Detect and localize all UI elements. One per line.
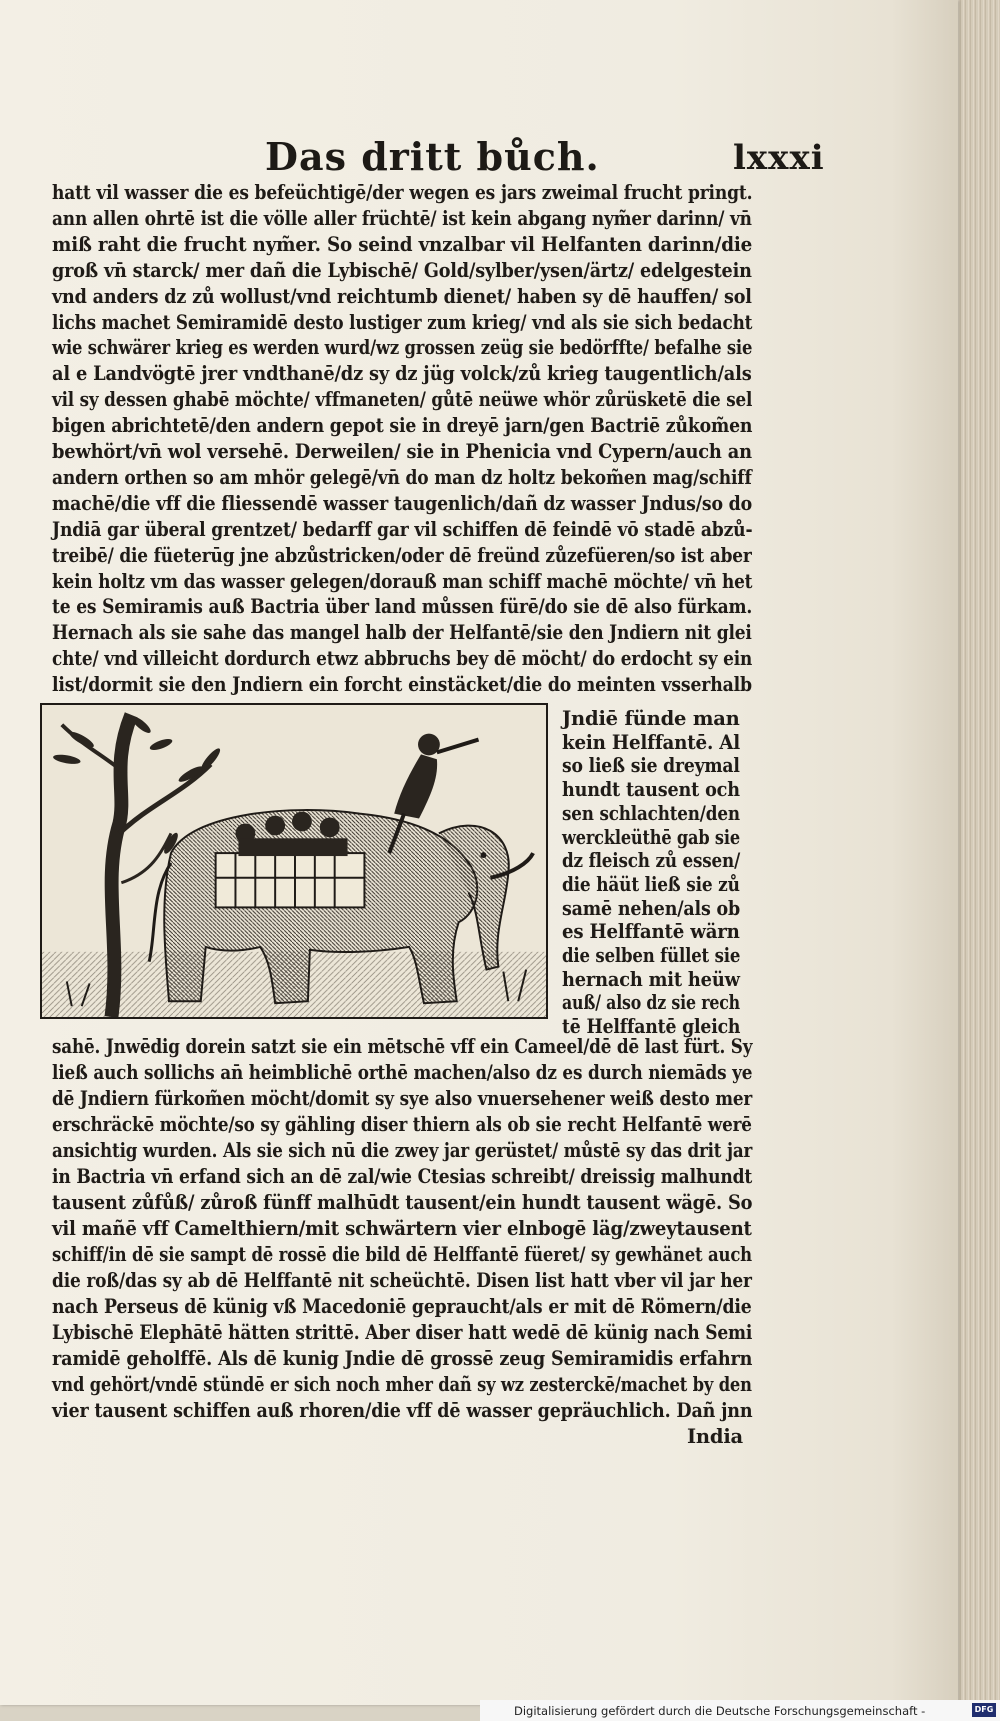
text-line: Hernach als sie sahe das mangel halb der Helfantē/sie den Jndiern nit glei [52, 621, 752, 645]
dfg-logo-icon: DFG [972, 1703, 996, 1717]
text-line: in Bactria vn̄ erfand sich an dē zal/wie Ctesias schreibt/ dreissig malhundt [52, 1165, 753, 1188]
text-line: dē Jndiern fürkom̃en möcht/domit sy sye also vnuersehener weiß desto mer [52, 1087, 753, 1110]
text-line: lichs machet Semiramidē desto lustiger zum krieg/ vnd als sie sich bedacht [52, 310, 753, 334]
text-line: ann allen ohrtē ist die völle aller früchtē/ ist kein abgang nym̃er darinn/ vn̄ [52, 206, 752, 230]
catchword: India [687, 1425, 743, 1448]
text-line: bewhört/vn̄ wol versehē. Derweilen/ sie in Phenicia vnd Cypern/auch an [52, 440, 752, 463]
text-line: list/dormit sie den Jndiern ein forcht einstäcket/die do meinten vsserhalb [52, 673, 752, 697]
text-line: treibē/ die füeterūg jne abzůstricken/oder dē freünd zůzefüeren/so ist aber [52, 543, 752, 567]
text-line: erschräckē möchte/so sy gähling diser thiern als ob sie recht Helfantē werē [52, 1113, 752, 1136]
text-line: Jndiā gar überal grentzet/ bedarff gar vil schiffen dē feindē vō stadē abzů- [52, 517, 753, 541]
text-line: nach Perseus dē künig vß Macedoniē gepraucht/als er mit dē Römern/die [52, 1295, 752, 1318]
text-line: vil sy dessen ghabē möchte/ vffmaneten/ gůtē neüwe whör zůrüsketē die sel [52, 388, 753, 412]
text-line: Lybischē Elephātē hätten strittē. Aber diser hatt wedē dē künig nach Semi [52, 1321, 753, 1344]
text-line: schiff/in dē sie sampt dē rossē die bild dē Helffantē füeret/ sy gewhänet auch [52, 1243, 752, 1266]
text-line: vnd gehört/vndē stündē er sich noch mher dañ sy wz zesterckē/machet by den [52, 1373, 752, 1396]
text-line: vier tausent schiffen auß rhoren/die vff dē wasser gepräuchlich. Dañ jnn [52, 1399, 753, 1422]
text-line: al e Landvögtē jrer vndthanē/dz sy dz jüg volck/zů krieg taugentlich/als [52, 362, 752, 386]
text-line: hatt vil wasser die es befeüchtigē/der wegen es jars zweimal frucht pringt. [52, 181, 753, 204]
text-line-right: so ließ sie dreymal [562, 754, 740, 778]
text-line-right: hundt tausent och [562, 778, 740, 802]
digitization-credit-bar [480, 1700, 1000, 1721]
text-line: vnd anders dz zů wollust/vnd reichtumb dienet/ haben sy dē hauffen/ sol [52, 284, 752, 308]
text-line: groß vn̄ starck/ mer dañ die Lybischē/ Gold/sylber/ysen/ärtz/ edelgestein [52, 258, 752, 282]
text-line: vil mañē vff Camelthiern/mit schwärtern vier elnbogē läg/zweytausent [52, 1217, 752, 1240]
running-head: Das dritt bůch. [265, 134, 600, 179]
text-line: sahē. Jnwēdig dorein satzt sie ein mētschē vff ein Cameel/dē dē last fürt. Sy [52, 1035, 753, 1058]
text-line-right: kein Helffantē. Al [562, 730, 741, 754]
text-line-right: auß/ also dz sie rech [562, 991, 740, 1015]
text-line-right: tē Helffantē gleich [562, 1015, 741, 1039]
text-line: ansichtig wurden. Als sie sich nū die zwey jar gerüstet/ můstē sy das drit jar [52, 1139, 753, 1162]
text-line: ließ auch sollichs an̄ heimblichē orthē machen/also dz es durch niemāds ye [52, 1061, 753, 1084]
text-line-right: samē nehen/als ob [562, 896, 740, 920]
text-line-right: werckleüthē gab sie [562, 825, 740, 849]
text-line: tausent zůfůß/ zůroß fünff malhūdt tausent/ein hundt tausent wägē. So [52, 1191, 753, 1214]
text-line: ramidē geholffē. Als dē kunig Jndie dē grossē zeug Semiramidis erfahrn [52, 1347, 753, 1370]
folio-number: lxxxi [733, 138, 825, 178]
woodcut-illustration-elephant [40, 703, 548, 1019]
text-line-right: die selben füllet sie [562, 944, 741, 967]
text-line: wie schwärer krieg es werden wurd/wz grossen zeüg sie bedörffte/ befalhe sie [52, 336, 753, 360]
text-line-right: die häüt ließ sie zů [562, 872, 740, 896]
text-line: machē/die vff die fliessendē wasser taugenlich/dañ dz wasser Jndus/so do [52, 491, 752, 515]
text-line-right: Jndiē fünde man [562, 707, 740, 730]
text-line: andern orthen so am mhör gelegē/vn̄ do man dz holtz bekom̃en mag/schiff [52, 465, 752, 489]
text-line-right: dz fleisch zů essen/ [562, 849, 741, 873]
book-page-edges [952, 0, 1000, 1721]
text-line-right: es Helffantē wärn [562, 920, 740, 944]
text-line: chte/ vnd villeicht dordurch etwz abbruchs bey dē möcht/ do erdocht sy ein [52, 647, 753, 671]
text-line: miß raht die frucht nym̃er. So seind vnzalbar vil Helfanten darinn/die [52, 232, 753, 256]
text-line: te es Semiramis auß Bactria über land můssen fürē/do sie dē also fürkam. [52, 595, 753, 619]
text-line-right: hernach mit heüw [562, 967, 740, 991]
digitization-credit-text: Digitalisierung gefördert durch die Deutsche Forschungsgemeinschaft - [514, 1704, 926, 1718]
text-line: bigen abrichtetē/den andern gepot sie in dreyē jarn/gen Bactriē zůkom̃en [52, 414, 753, 438]
text-line: die roß/das sy ab dē Helffantē nit scheüchtē. Disen list hatt vber vil jar her [52, 1269, 752, 1292]
text-line: kein holtz vm das wasser gelegen/dorauß man schiff machē möchte/ vn̄ het [52, 569, 753, 593]
text-line-right: sen schlachten/den [562, 801, 740, 825]
